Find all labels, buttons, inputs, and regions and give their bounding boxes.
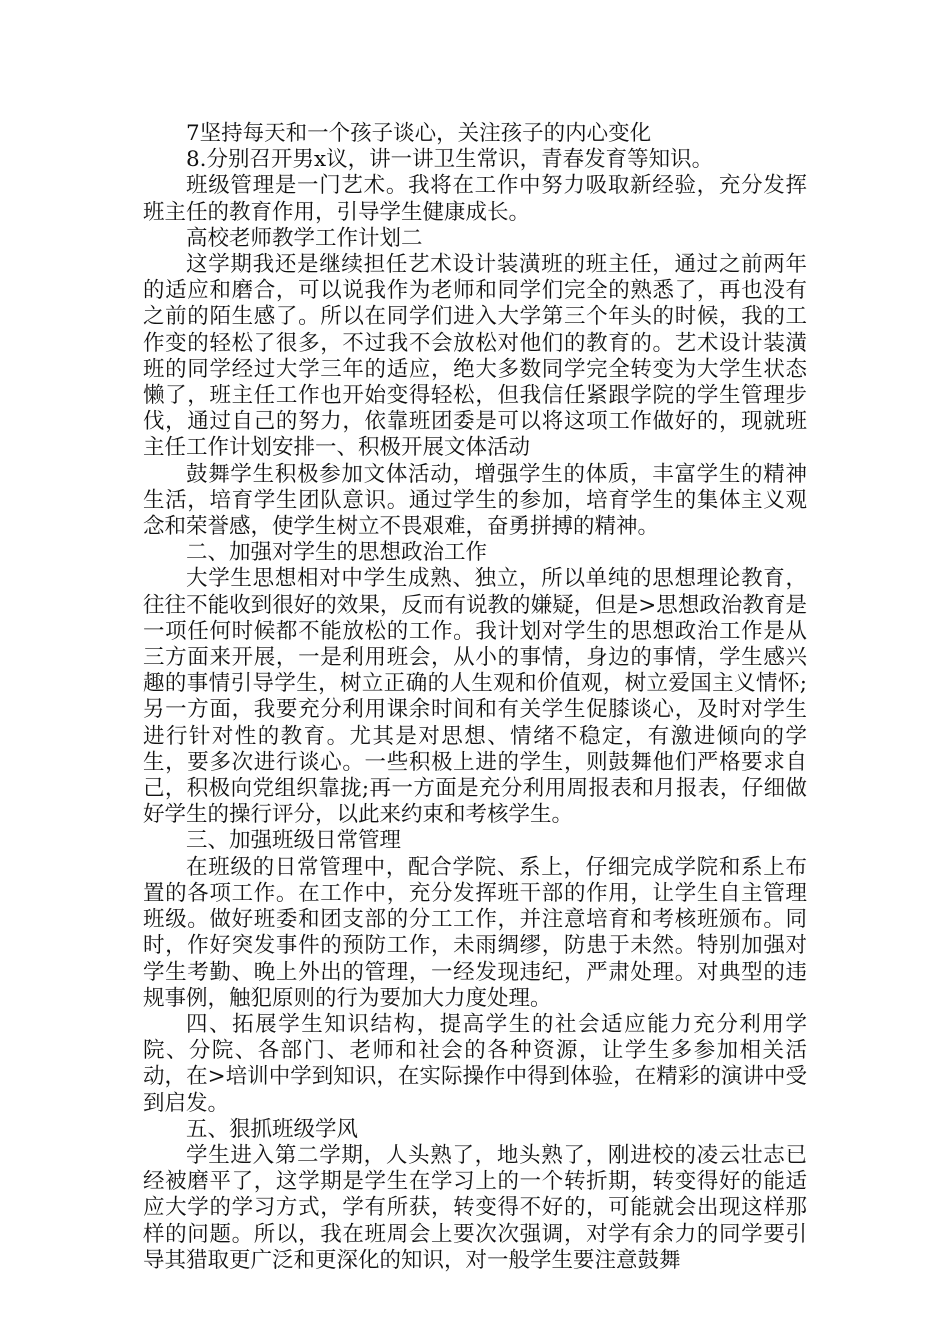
paragraph-item-7: 7坚持每天和一个孩子谈心，关注孩子的内心变化 — [186, 121, 652, 146]
document-body — [143, 121, 807, 1274]
heading-study-style: 五、狠抓班级学风 — [186, 1116, 359, 1142]
paragraph-knowledge-structure: 四、拓展学生知识结构，提高学生的社会适应能力充分利用学院、分院、各部门、老师和社会的各种资源，让学生多参加相关活动，在>培训中学到知识，在实际操作中得到体验，在精彩的演讲中受到启发。 — [143, 1011, 807, 1116]
section-title: 高校老师教学工作计划二 — [186, 225, 423, 251]
paragraph-political-work: 大学生思想相对中学生成熟、独立，所以单纯的思想理论教育，往往不能收到很好的效果，反而有说教的嫌疑，但是>思想政治教育是一项任何时候都不能放松的工作。我计划对学生的思想政治工作是从三方面来开展，一是利用班会，从小的事情，身边的事情，学生感兴趣的事情引导学生，树立正确的人生观和价值观，树立爱国主义情怀;另一方面，我要充分利用课余时间和有关学生促膝谈心，及时对学生进行针对性的教育。尤其是对思想、情绪不稳定，有激进倾向的学生，要多次进行谈心。一些积极上进的学生，则鼓舞他们严格要求自己，积极向党组织靠拢;再一方面是充分利用周报表和月报表，仔细做好学生的操行评分，以此来约束和考核学生。 — [143, 566, 807, 828]
paragraph-activities: 鼓舞学生积极参加文体活动，增强学生的体质，丰富学生的精神生活，培育学生团队意识。通过学生的参加，培育学生的集体主义观念和荣誉感，使学生树立不畏艰难，奋勇拼搏的精神。 — [143, 461, 807, 540]
paragraph-item-8: 8.分别召开男x议，讲一讲卫生常识，青春发育等知识。 — [186, 147, 714, 173]
paragraph-intro: 这学期我还是继续担任艺术设计装潢班的班主任，通过之前两年的适应和磨合，可以说我作为老师和同学们完全的熟悉了，再也没有之前的陌生感了。所以在同学们进入大学第三个年头的时候，我的工作变的轻松了很多，不过我不会放松对他们的教育的。艺术设计装潢班的同学经过大学三年的适应，绝大多数同学完全转变为大学生状态懒了，班主任工作也开始变得轻松，但我信任紧跟学院的学生管理步伐，通过自己的努力，依靠班团委是可以将这项工作做好的，现就班主任工作计划安排一、积极开展文体活动 — [143, 252, 807, 461]
paragraph-class-management: 班级管理是一门艺术。我将在工作中努力吸取新经验，充分发挥班主任的教育作用，引导学生健康成长。 — [143, 173, 807, 225]
paragraph-study-style: 学生进入第二学期，人头熟了，地头熟了，刚进校的凌云壮志已经被磨平了，这学期是学生在学习上的一个转折期，转变得好的能适应大学的学习方式，学有所获，转变得不好的，可能就会出现这样那样的问题。所以，我在班周会上要次次强调，对学有余力的同学要引导其猎取更广泛和更深化的知识，对一般学生要注意鼓舞 — [143, 1142, 807, 1273]
heading-daily-management: 三、加强班级日常管理 — [186, 828, 402, 854]
heading-political-work: 二、加强对学生的思想政治工作 — [186, 540, 488, 566]
paragraph-daily-management: 在班级的日常管理中，配合学院、系上，仔细完成学院和系上布置的各项工作。在工作中，充分发挥班干部的作用，让学生自主管理班级。做好班委和团支部的分工工作，并注意培育和考核班颁布。同时，作好突发事件的预防工作，未雨绸缪，防患于未然。特别加强对学生考勤、晚上外出的管理，一经发现违纪，严肃处理。对典型的违规事例，触犯原则的行为要加大力度处理。 — [143, 854, 807, 1011]
